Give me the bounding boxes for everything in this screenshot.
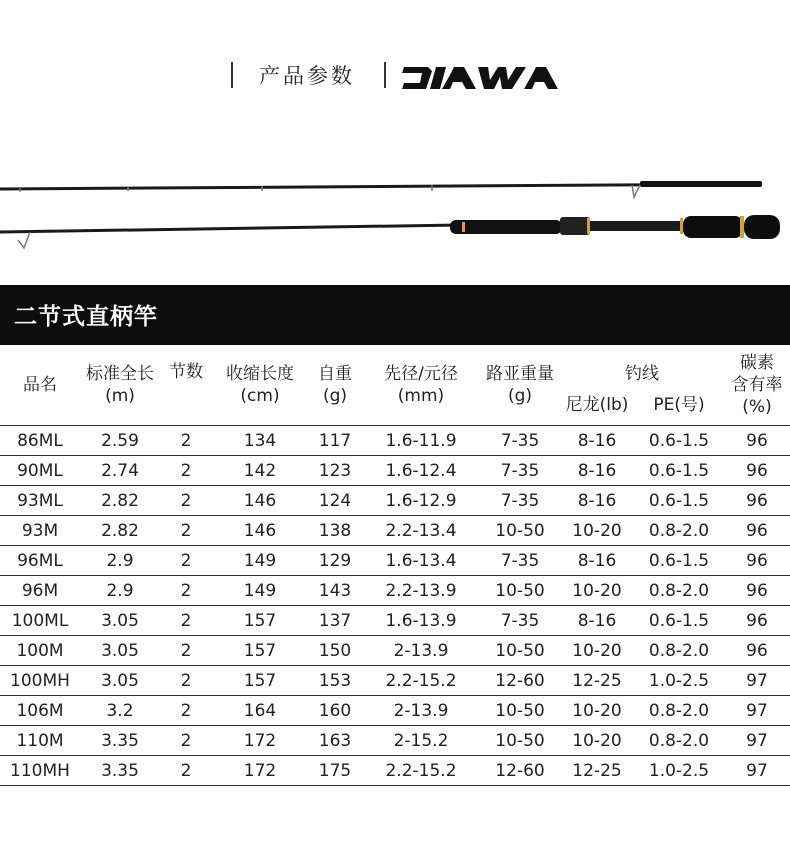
cell-model: 100ML <box>0 606 80 636</box>
cell-diameter: 1.6-12.9 <box>362 486 480 516</box>
cell-carbon: 97 <box>724 756 790 786</box>
header-closed-length: 收缩长度 (cm) <box>226 364 294 406</box>
cell-lure-weight: 7-35 <box>480 426 560 456</box>
cell-lure-weight: 10-50 <box>480 726 560 756</box>
cell-lure-weight: 10-50 <box>480 696 560 726</box>
cell-length: 3.35 <box>80 756 160 786</box>
cell-closed-length: 149 <box>212 576 308 606</box>
cell-lure-weight: 7-35 <box>480 546 560 576</box>
cell-pe: 0.8-2.0 <box>634 636 724 666</box>
cell-carbon: 96 <box>724 456 790 486</box>
cell-model: 93M <box>0 516 80 546</box>
cell-carbon: 96 <box>724 486 790 516</box>
table-row <box>0 606 790 636</box>
header-divider-left <box>231 62 233 88</box>
cell-length: 3.05 <box>80 606 160 636</box>
cell-nylon: 12-25 <box>560 756 634 786</box>
cell-nylon: 10-20 <box>560 516 634 546</box>
cell-length: 3.2 <box>80 696 160 726</box>
cell-diameter: 2-15.2 <box>362 726 480 756</box>
cell-nylon: 8-16 <box>560 486 634 516</box>
cell-weight: 123 <box>308 456 362 486</box>
cell-pieces: 2 <box>160 576 212 606</box>
cell-lure-weight: 7-35 <box>480 456 560 486</box>
cell-pieces: 2 <box>160 486 212 516</box>
cell-pe: 0.6-1.5 <box>634 546 724 576</box>
cell-lure-weight: 10-50 <box>480 516 560 546</box>
cell-length: 2.74 <box>80 456 160 486</box>
cell-length: 3.05 <box>80 666 160 696</box>
cell-lure-weight: 7-35 <box>480 606 560 636</box>
cell-diameter: 2.2-15.2 <box>362 666 480 696</box>
header-name: 品名 <box>23 375 57 395</box>
table-row <box>0 576 790 606</box>
cell-weight: 117 <box>308 426 362 456</box>
cell-weight: 163 <box>308 726 362 756</box>
cell-length: 3.05 <box>80 636 160 666</box>
header-nylon: 尼龙(lb) <box>565 395 629 415</box>
cell-length: 2.82 <box>80 516 160 546</box>
header-carbon: 碳素 含有率 (%) <box>731 353 783 417</box>
cell-pe: 0.8-2.0 <box>634 696 724 726</box>
cell-closed-length: 134 <box>212 426 308 456</box>
table-row <box>0 426 790 456</box>
cell-pieces: 2 <box>160 726 212 756</box>
table-row <box>0 756 790 786</box>
cell-nylon: 8-16 <box>560 606 634 636</box>
section-title: 二节式直柄竿 <box>14 304 158 330</box>
cell-model: 106M <box>0 696 80 726</box>
cell-nylon: 12-25 <box>560 666 634 696</box>
cell-weight: 153 <box>308 666 362 696</box>
cell-pieces: 2 <box>160 516 212 546</box>
cell-pieces: 2 <box>160 756 212 786</box>
cell-pe: 0.6-1.5 <box>634 606 724 636</box>
rod-image <box>0 170 790 260</box>
cell-closed-length: 142 <box>212 456 308 486</box>
cell-pe: 0.8-2.0 <box>634 516 724 546</box>
cell-weight: 160 <box>308 696 362 726</box>
cell-nylon: 10-20 <box>560 696 634 726</box>
cell-closed-length: 146 <box>212 516 308 546</box>
cell-nylon: 8-16 <box>560 456 634 486</box>
cell-nylon: 10-20 <box>560 726 634 756</box>
cell-pe: 1.0-2.5 <box>634 756 724 786</box>
cell-nylon: 10-20 <box>560 576 634 606</box>
cell-model: 96M <box>0 576 80 606</box>
cell-carbon: 96 <box>724 636 790 666</box>
cell-model: 93ML <box>0 486 80 516</box>
cell-closed-length: 157 <box>212 636 308 666</box>
cell-pe: 0.6-1.5 <box>634 426 724 456</box>
cell-length: 2.9 <box>80 546 160 576</box>
cell-closed-length: 164 <box>212 696 308 726</box>
header-length: 标准全长 (m) <box>86 364 154 406</box>
table-row <box>0 696 790 726</box>
cell-length: 2.82 <box>80 486 160 516</box>
cell-nylon: 8-16 <box>560 546 634 576</box>
cell-carbon: 96 <box>724 516 790 546</box>
cell-weight: 138 <box>308 516 362 546</box>
cell-model: 100MH <box>0 666 80 696</box>
cell-lure-weight: 12-60 <box>480 666 560 696</box>
table-row <box>0 456 790 486</box>
cell-carbon: 97 <box>724 696 790 726</box>
cell-nylon: 10-20 <box>560 636 634 666</box>
cell-pe: 0.6-1.5 <box>634 486 724 516</box>
cell-diameter: 2-13.9 <box>362 696 480 726</box>
header-pe: PE(号) <box>653 395 705 415</box>
cell-carbon: 96 <box>724 426 790 456</box>
header-divider-right <box>384 62 386 88</box>
cell-lure-weight: 7-35 <box>480 486 560 516</box>
table-row <box>0 546 790 576</box>
header-line: 钓线 <box>625 364 659 384</box>
cell-nylon: 8-16 <box>560 426 634 456</box>
cell-length: 3.35 <box>80 726 160 756</box>
section-banner <box>0 285 790 345</box>
cell-length: 2.9 <box>80 576 160 606</box>
cell-length: 2.59 <box>80 426 160 456</box>
table-row <box>0 516 790 546</box>
cell-pe: 0.8-2.0 <box>634 576 724 606</box>
cell-weight: 175 <box>308 756 362 786</box>
cell-model: 86ML <box>0 426 80 456</box>
cell-pe: 1.0-2.5 <box>634 666 724 696</box>
header-pieces: 节数 <box>169 362 203 382</box>
cell-diameter: 1.6-11.9 <box>362 426 480 456</box>
cell-diameter: 1.6-13.9 <box>362 606 480 636</box>
cell-weight: 150 <box>308 636 362 666</box>
cell-lure-weight: 12-60 <box>480 756 560 786</box>
table-row <box>0 486 790 516</box>
header-diameter: 先径/元径 (mm) <box>384 364 458 406</box>
cell-pe: 0.6-1.5 <box>634 456 724 486</box>
table-row <box>0 636 790 666</box>
cell-closed-length: 149 <box>212 546 308 576</box>
cell-pieces: 2 <box>160 606 212 636</box>
cell-closed-length: 172 <box>212 756 308 786</box>
cell-diameter: 1.6-13.4 <box>362 546 480 576</box>
table-row <box>0 726 790 756</box>
cell-weight: 129 <box>308 546 362 576</box>
cell-closed-length: 172 <box>212 726 308 756</box>
cell-model: 110MH <box>0 756 80 786</box>
daiwa-logo <box>398 64 574 92</box>
cell-weight: 143 <box>308 576 362 606</box>
cell-carbon: 97 <box>724 666 790 696</box>
cell-lure-weight: 10-50 <box>480 636 560 666</box>
cell-lure-weight: 10-50 <box>480 576 560 606</box>
cell-closed-length: 157 <box>212 606 308 636</box>
cell-pieces: 2 <box>160 636 212 666</box>
cell-diameter: 2-13.9 <box>362 636 480 666</box>
header-lure-weight: 路亚重量 (g) <box>486 364 554 406</box>
cell-pe: 0.8-2.0 <box>634 726 724 756</box>
cell-diameter: 2.2-13.9 <box>362 576 480 606</box>
cell-carbon: 97 <box>724 726 790 756</box>
cell-pieces: 2 <box>160 426 212 456</box>
cell-diameter: 2.2-13.4 <box>362 516 480 546</box>
cell-diameter: 1.6-12.4 <box>362 456 480 486</box>
cell-weight: 124 <box>308 486 362 516</box>
cell-pieces: 2 <box>160 546 212 576</box>
cell-pieces: 2 <box>160 696 212 726</box>
cell-closed-length: 157 <box>212 666 308 696</box>
cell-pieces: 2 <box>160 456 212 486</box>
cell-carbon: 96 <box>724 546 790 576</box>
cell-model: 96ML <box>0 546 80 576</box>
cell-closed-length: 146 <box>212 486 308 516</box>
page-title: 产品参数 <box>259 64 355 88</box>
header-weight: 自重 (g) <box>318 364 352 406</box>
cell-carbon: 96 <box>724 606 790 636</box>
page-header <box>0 56 790 96</box>
table-row <box>0 666 790 696</box>
cell-model: 110M <box>0 726 80 756</box>
cell-pieces: 2 <box>160 666 212 696</box>
spec-table <box>0 345 790 786</box>
cell-diameter: 2.2-15.2 <box>362 756 480 786</box>
cell-weight: 137 <box>308 606 362 636</box>
cell-model: 90ML <box>0 456 80 486</box>
cell-carbon: 96 <box>724 576 790 606</box>
cell-model: 100M <box>0 636 80 666</box>
